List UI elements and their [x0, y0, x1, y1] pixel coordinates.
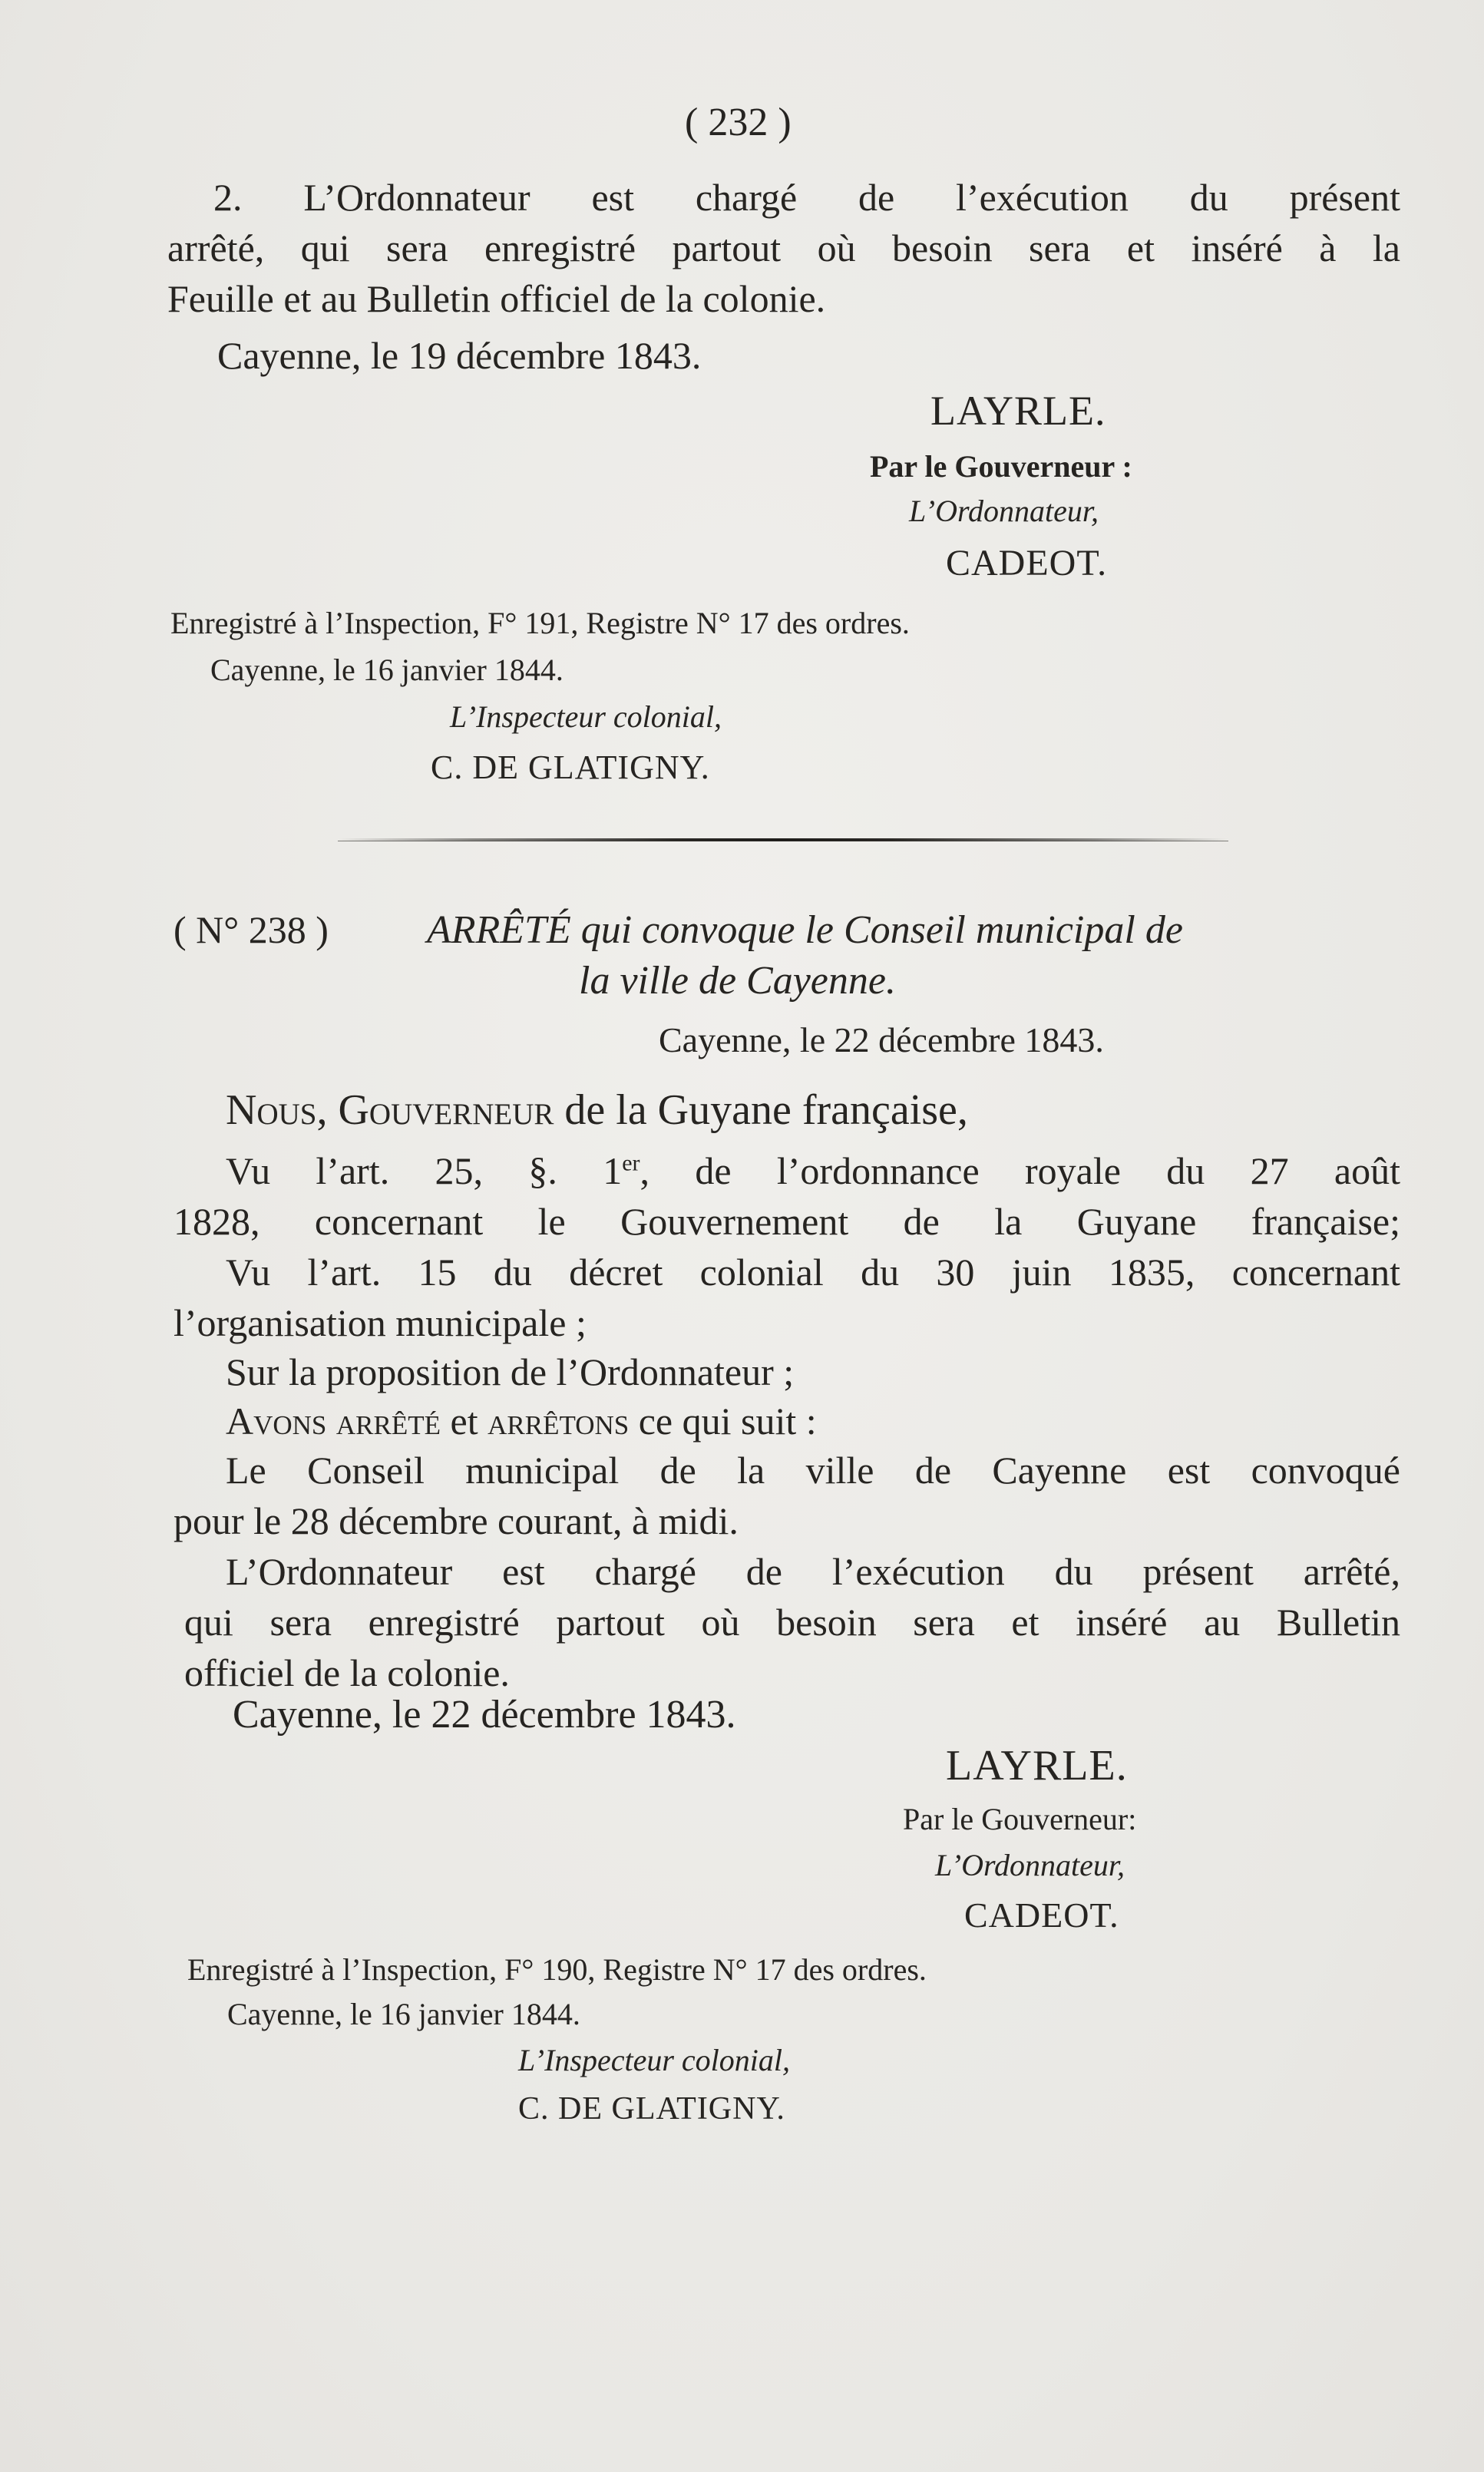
avons-arrete [226, 1400, 817, 1443]
arrete-inspector-name: C. DE GLATIGNY. [518, 2091, 785, 2127]
arrete-inspector-title: L’Inspecteur colonial, [518, 2043, 791, 2077]
article-2-line-3: officiel de la colonie. [184, 1651, 510, 1694]
article-2-line-1: L’Ordonnateur est chargé de l’exécution du présent arrêté, [226, 1550, 1400, 1593]
prev-registration: Enregistré à l’Inspection, F° 191, Registre N° 17 des ordres. [170, 606, 910, 640]
prev-registration-date: Cayenne, le 16 janvier 1844. [210, 653, 564, 687]
avons-et: et [441, 1400, 488, 1443]
arrete-place-date: Cayenne, le 22 décembre 1843. [659, 1020, 1104, 1059]
article-1-line-2: pour le 28 décembre courant, à midi. [174, 1499, 739, 1542]
prev-inspector-title: L’Inspecteur colonial, [450, 699, 722, 734]
page-number: ( 232 ) [685, 101, 792, 144]
vu-1-sup: er [622, 1150, 640, 1176]
vu-1-line-1 [226, 1149, 1400, 1192]
preamble-gouverneur: Gouverneur [338, 1086, 554, 1134]
vu-1-text-a: Vu l’art. 25, §. 1 [226, 1149, 623, 1192]
prev-par-le-gouverneur: Par le Gouverneur : [870, 449, 1132, 484]
prev-text-line-3: Feuille et au Bulletin officiel de la colonie. [167, 277, 826, 320]
article-1-line-1: Le Conseil municipal de la ville de Cayenne est convoqué [226, 1449, 1400, 1492]
avons-arrete-word: arrêté [335, 1400, 441, 1443]
arrete-title-line-1: ARRÊTÉ qui convoque le Conseil municipal de [427, 908, 1183, 952]
vu-1-text-b: , de l’ordonnance royale du 27 août [640, 1149, 1400, 1192]
prev-text-line-2: arrêté, qui sera enregistré partout où besoin sera et inséré à la [167, 226, 1400, 269]
arrete-ordonnateur-title: L’Ordonnateur, [935, 1848, 1125, 1882]
prev-date: Cayenne, le 19 décembre 1843. [217, 334, 702, 377]
arrete-signature: LAYRLE. [946, 1742, 1128, 1790]
arrete-title-line-2: la ville de Cayenne. [579, 959, 896, 1003]
article-2-line-2: qui sera enregistré partout où besoin sera et inséré au Bulletin [184, 1601, 1400, 1644]
avons-arretons-word: arrêtons [488, 1400, 630, 1443]
prev-ordonnateur-name: CADEOT. [946, 543, 1108, 583]
prev-ordonnateur-title: L’Ordonnateur, [909, 494, 1099, 528]
arrete-registration-date: Cayenne, le 16 janvier 1844. [227, 1997, 580, 2031]
arrete-registration: Enregistré à l’Inspection, F° 190, Registre N° 17 des ordres. [187, 1952, 927, 1987]
prev-signature: LAYRLE. [930, 388, 1106, 434]
avons-word: Avons [226, 1400, 336, 1443]
preamble-nous: Nous, [226, 1086, 339, 1134]
vu-2-line-1: Vu l’art. 15 du décret colonial du 30 juin 1835, concernant [226, 1251, 1400, 1294]
prev-text-line-1: 2. L’Ordonnateur est chargé de l’exécution du présent [213, 176, 1400, 219]
vu-2-line-2: l’organisation municipale ; [174, 1301, 587, 1344]
sur-la-proposition: Sur la proposition de l’Ordonnateur ; [226, 1350, 795, 1393]
preamble-rest: de la Guyane française, [554, 1086, 968, 1134]
vu-1-line-2: 1828, concernant le Gouvernement de la Guyane française; [174, 1200, 1400, 1243]
preamble [226, 1086, 968, 1134]
arrete-date: Cayenne, le 22 décembre 1843. [233, 1693, 736, 1737]
arrete-ordonnateur-name: CADEOT. [964, 1895, 1119, 1935]
avons-end: ce qui suit : [629, 1400, 817, 1443]
arrete-par-le-gouverneur: Par le Gouverneur: [903, 1802, 1137, 1836]
prev-inspector-name: C. DE GLATIGNY. [431, 749, 710, 786]
arrete-number: ( N° 238 ) [174, 908, 329, 951]
